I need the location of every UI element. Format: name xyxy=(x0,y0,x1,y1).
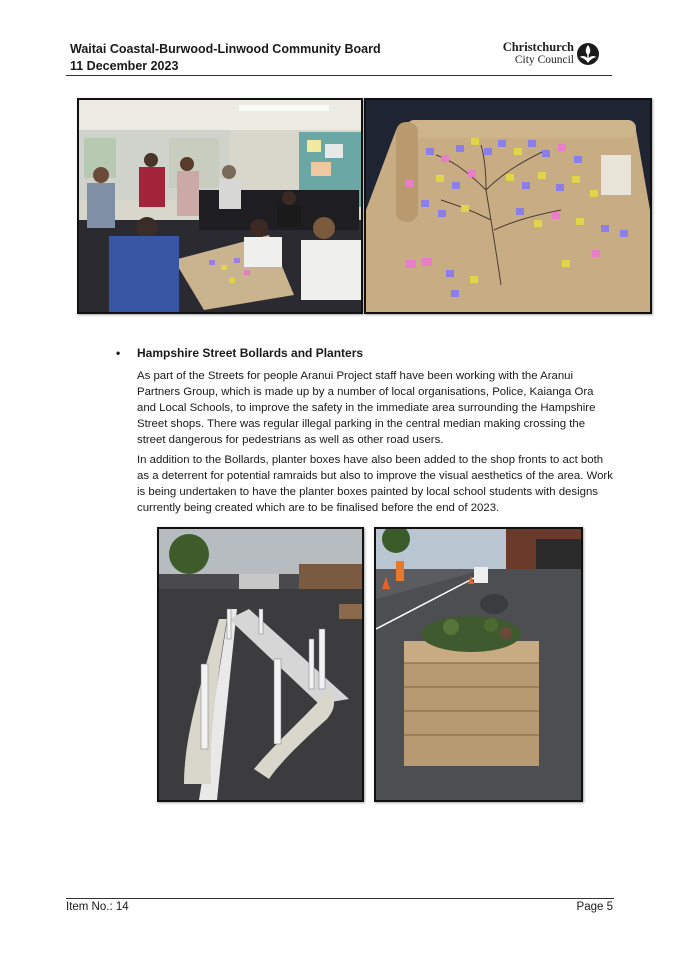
section-title: Hampshire Street Bollards and Planters xyxy=(137,346,364,360)
item-number: Item No.: 14 xyxy=(66,901,129,913)
logo-line1: Christchurch xyxy=(502,40,574,54)
bollards-photo xyxy=(157,527,364,802)
sticky-notes-tree-photo xyxy=(364,98,652,314)
council-emblem-icon xyxy=(576,42,600,66)
logo-line2: City Council xyxy=(514,54,574,66)
meeting-date: 11 December 2023 xyxy=(70,59,179,73)
council-logo xyxy=(496,40,604,70)
footer-divider xyxy=(66,898,614,899)
paragraph-bollards: As part of the Streets for people Aranui Project staff have been working with the Aranui Partners Group, which is made up by a number of local organisations, Police, Kaianga Ora and Local Schools, to improve the safety in the immediate area surrounding the Hampshire Street shops. There was regular illegal parking in the central median making crossing the street dangerous for pedestrians as well as other road users. xyxy=(137,370,596,446)
board-name: Waitai Coastal-Burwood-Linwood Community Board xyxy=(70,42,381,56)
header-divider xyxy=(66,75,612,76)
workshop-room-photo xyxy=(77,98,363,314)
paragraph-planters: In addition to the Bollards, planter boxes have also been added to the shop fronts to act both as a deterrent for potential ramraids but also to improve the visual aesthetics of the area. Work is being undertaken to have the planter boxes painted by local school students with designs currently being created which are to be finalised before the end of 2023. xyxy=(137,454,613,514)
page-number: Page 5 xyxy=(576,901,613,913)
planter-box-photo xyxy=(374,527,583,802)
bullet-icon: • xyxy=(116,346,121,360)
